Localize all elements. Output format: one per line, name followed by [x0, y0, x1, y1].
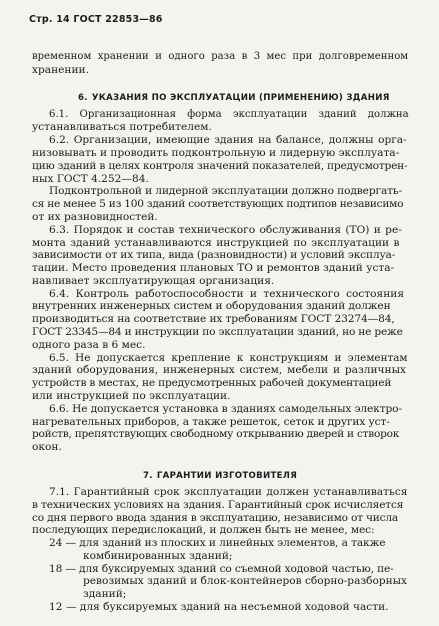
body-line: монта зданий устанавливаются инструкцией по эксплуатации в — [32, 236, 400, 249]
body-line: навливает эксплуатирующая организация. — [32, 274, 275, 287]
body-line: нагревательных приборов, а также решеток, сеток и других уст- — [32, 415, 390, 428]
body-line: или инструкцией по эксплуатации. — [32, 390, 231, 402]
body-line: временном хранении и одного раза в 3 мес при долговременном — [32, 51, 409, 62]
section-title: ГАРАНТИИ ИЗГОТОВИТЕЛЯ — [156, 471, 298, 482]
body-line: Подконтрольной и лидерной эксплуатации должно подвергать- — [49, 185, 403, 198]
body-line: последующих передислокаций, и должен быть не менее, мес: — [32, 524, 375, 537]
body-line: производиться на соответствие их требованиям ГОСТ 23274—84, — [32, 313, 395, 326]
body-line: 6.5. Не допускается крепление к конструкциям и элементам — [49, 351, 408, 364]
body-line: 6.6. Не допускается установка в зданиях самодельных электро- — [49, 402, 402, 415]
body-line: устройств в местах, не предусмотренных рабочей документацией — [32, 377, 392, 390]
body-line: цию зданий в целях контроля значений показателей, предусмотрен- — [32, 159, 408, 172]
section-title: УКАЗАНИЯ ПО ЭКСПЛУАТАЦИИ (ПРИМЕНЕНИЮ) ЗДАНИЯ — [91, 93, 390, 103]
body-line: 24 — для зданий из плоских и линейных элементов, а также — [49, 537, 386, 549]
body-line: ГОСТ 23345—84 и инструкции по эксплуатации зданий, но не реже — [32, 326, 403, 338]
body-line: 6.3. Порядок и состав технического обслуживания (ТО) и ре- — [49, 223, 402, 236]
body-line: зданий; — [83, 588, 127, 601]
body-line: 6.1. Организационная форма эксплуатации зданий должна — [49, 108, 409, 120]
body-line: устанавливаться потребителем. — [32, 121, 212, 134]
body-line: тации. Место проведения плановых ТО и ремонтов зданий уста- — [32, 262, 395, 274]
page-header: Стр. 14 ГОСТ 22853—86 — [29, 14, 163, 25]
body-line: 18 — для буксируемых зданий со съемной ходовой частью, пе- — [49, 562, 394, 575]
body-line: 7.1. Гарантийный срок эксплуатации должен устанавливаться — [49, 485, 408, 498]
body-line: одного раза в 6 мес. — [32, 338, 146, 351]
section-heading — [78, 93, 390, 103]
body-line: 12 — для буксируемых зданий на несъемной ходовой части. — [49, 601, 389, 613]
body-line: ройств, препятствующих свободному открыванию дверей и створок — [32, 428, 400, 441]
body-line: ся не менее 5 из 100 зданий соответствующих подтипов независимо — [32, 198, 404, 211]
body-line: ревозимых зданий и блок-контейнеров сборно-разборных — [83, 575, 408, 588]
body-line: от их разновидностей. — [32, 210, 158, 223]
section-number: 7. — [143, 471, 153, 482]
body-line: 6.2. Организации, имеющие здания на балансе, должны орга- — [49, 134, 407, 147]
section-number: 6. — [78, 93, 88, 103]
body-line: зданий оборудования, инженерных систем, мебели и различных — [32, 364, 407, 377]
body-line: со дня первого ввода здания в эксплуатацию, независимо от числа — [32, 511, 399, 524]
body-line: внутренних инженерных систем и оборудования зданий должен — [32, 300, 391, 313]
body-line: низовывать и проводить подконтрольную и лидерную эксплуата- — [32, 146, 400, 159]
section-heading — [143, 471, 297, 481]
body-line: в технических условиях на здания. Гарантийный срок исчисляется — [32, 498, 404, 511]
body-line: зависимости от их типа, вида (разновидности) и условий эксплуа- — [32, 249, 396, 262]
body-line: ных ГОСТ 4.252—84. — [32, 172, 149, 185]
body-line: 6.4. Контроль работоспособности и технического состояния — [49, 287, 405, 300]
body-line: хранении. — [32, 63, 89, 76]
body-line: комбинированных зданий; — [83, 549, 233, 562]
body-line: окон. — [32, 441, 62, 454]
